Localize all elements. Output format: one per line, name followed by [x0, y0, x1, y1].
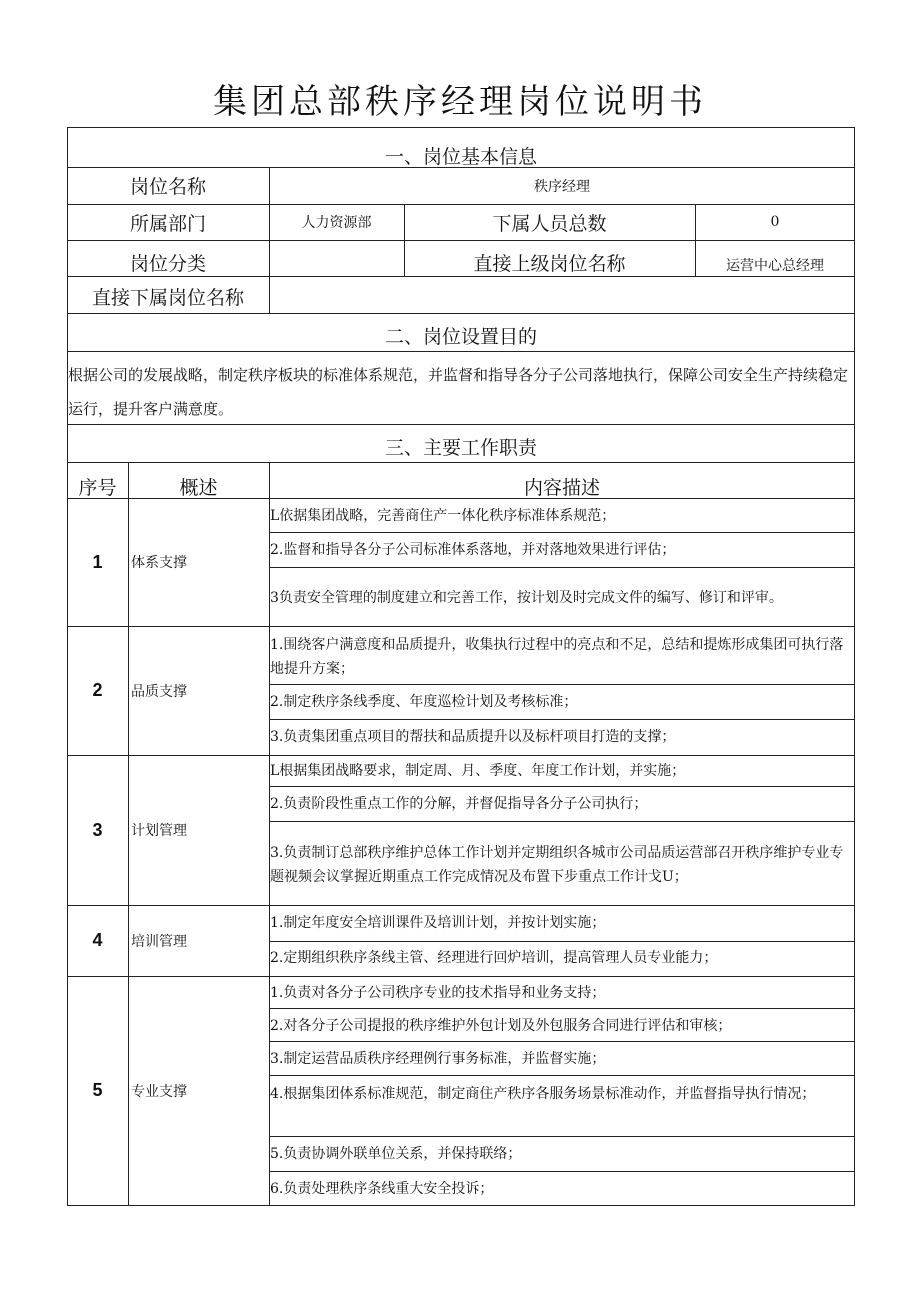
rule: [269, 821, 855, 822]
rule: [269, 1171, 855, 1172]
group-summary: 品质支撑: [131, 683, 187, 700]
group-summary: 计划管理: [131, 823, 187, 839]
duty-item: 2.定期组织秩序条线主管、经理进行回炉培训，提高管理人员专业能力；: [270, 950, 718, 966]
duty-item: 3.制定运营品质秩序经理例行事务标准，并监督实施；: [270, 1051, 606, 1067]
column-header-description: 内容描述: [523, 476, 600, 499]
section-heading-duties: 三、主要工作职责: [384, 436, 537, 459]
rule: [67, 462, 855, 463]
duty-item: 2.监督和指导各分子公司标准体系落地，并对落地效果进行评估；: [270, 542, 676, 558]
rule: [269, 719, 855, 720]
duty-item: 1.制定年度安全培训课件及培训计划，并按计划实施；: [270, 915, 606, 931]
duty-item: 5.负责协调外联单位关系，并保持联络；: [270, 1146, 522, 1162]
group-number: 1: [92, 551, 103, 572]
rule: [269, 1041, 855, 1042]
rule: [269, 532, 855, 533]
job-name-label: 岗位名称: [129, 176, 206, 198]
rule: [269, 1075, 855, 1076]
duty-item: 1.负责对各分子公司秩序专业的技术指导和业务支持；: [270, 985, 606, 1001]
rule: [269, 1136, 855, 1137]
duty-item: L依据集团战略，完善商住产一体化秩序标准体系规范；: [270, 508, 616, 524]
duty-item: 2.制定秩序条线季度、年度巡检计划及考核标准；: [270, 694, 578, 710]
group-number: 5: [92, 1080, 103, 1100]
group-number: 4: [92, 930, 103, 950]
rule: [67, 351, 855, 352]
subordinates-value: 0: [770, 214, 780, 230]
rule: [269, 684, 855, 685]
duty-item: 2.对各分子公司提报的秩序维护外包计划及外包服务合同进行评估和审核；: [270, 1018, 732, 1034]
department-label: 所属部门: [129, 212, 206, 235]
rule: [269, 786, 855, 787]
group-summary: 体系支撑: [131, 555, 187, 571]
duty-item: 4.根据集团体系标准规范，制定商住产秩序各服务场景标准动作，并监督指导执行情况；: [270, 1086, 816, 1102]
rule: [128, 462, 129, 1206]
column-header-summary: 概述: [179, 476, 218, 499]
document-title: 集团总部秩序经理岗位说明书: [213, 82, 707, 122]
duty-item: 3.负责集团重点项目的帮扶和品质提升以及标杆项目打造的支撑；: [270, 729, 676, 745]
category-value: [269, 240, 404, 276]
direct-subordinate-label: 直接下属岗位名称: [91, 287, 244, 309]
section-heading-purpose: 二、岗位设置目的: [384, 325, 537, 348]
duty-item: 1.围绕客户满意度和品质提升，收集执行过程中的亮点和不足，总结和提炼形成集团可执行落地提升方案；: [270, 637, 844, 677]
group-summary: 培训管理: [131, 933, 187, 950]
rule: [269, 1008, 855, 1009]
duty-item: 6.负责处理秩序条线重大安全投诉；: [270, 1181, 494, 1197]
group-number: 3: [92, 819, 103, 840]
department-value: 人力资源部: [301, 215, 372, 231]
duty-item: 2.负责阶段性重点工作的分解，并督促指导各分子公司执行；: [270, 796, 648, 812]
duty-item: 3.负责制订总部秩序维护总体工作计划并定期组织各城市公司品质运营部召开秩序维护专业专题视频会议掌握近期重点工作完成情况及布置下步重点工作计戈U；: [270, 845, 844, 885]
group-summary: 专业支撑: [131, 1083, 187, 1100]
superior-value: 运营中心总经理: [726, 258, 824, 274]
table-border-top: [67, 127, 855, 128]
category-label: 岗位分类: [129, 252, 206, 275]
purpose-text: 根据公司的发展战略，制定秩序板块的标准体系规范，并监督和指导各分子公司落地执行，保障公司安全生产持续稳定运行，提升客户满意度。: [68, 366, 849, 418]
table-border-bottom: [67, 1205, 855, 1206]
section-heading-basic-info: 一、岗位基本信息: [384, 145, 537, 168]
subordinates-label: 下属人员总数: [492, 212, 607, 235]
column-header-no: 序号: [78, 476, 117, 499]
duty-item: L根据集团战略要求，制定周、月、季度、年度工作计划，并实施；: [270, 763, 686, 779]
rule: [269, 941, 855, 942]
superior-label: 直接上级岗位名称: [473, 252, 626, 275]
duty-item: 3负责安全管理的制度建立和完善工作，按计划及时完成文件的编写、修订和评审。: [270, 590, 783, 606]
rule: [67, 313, 855, 314]
direct-subordinate-value: [269, 276, 855, 313]
rule: [269, 567, 855, 568]
job-name-value: 秩序经理: [534, 178, 590, 195]
group-number: 2: [92, 680, 103, 700]
